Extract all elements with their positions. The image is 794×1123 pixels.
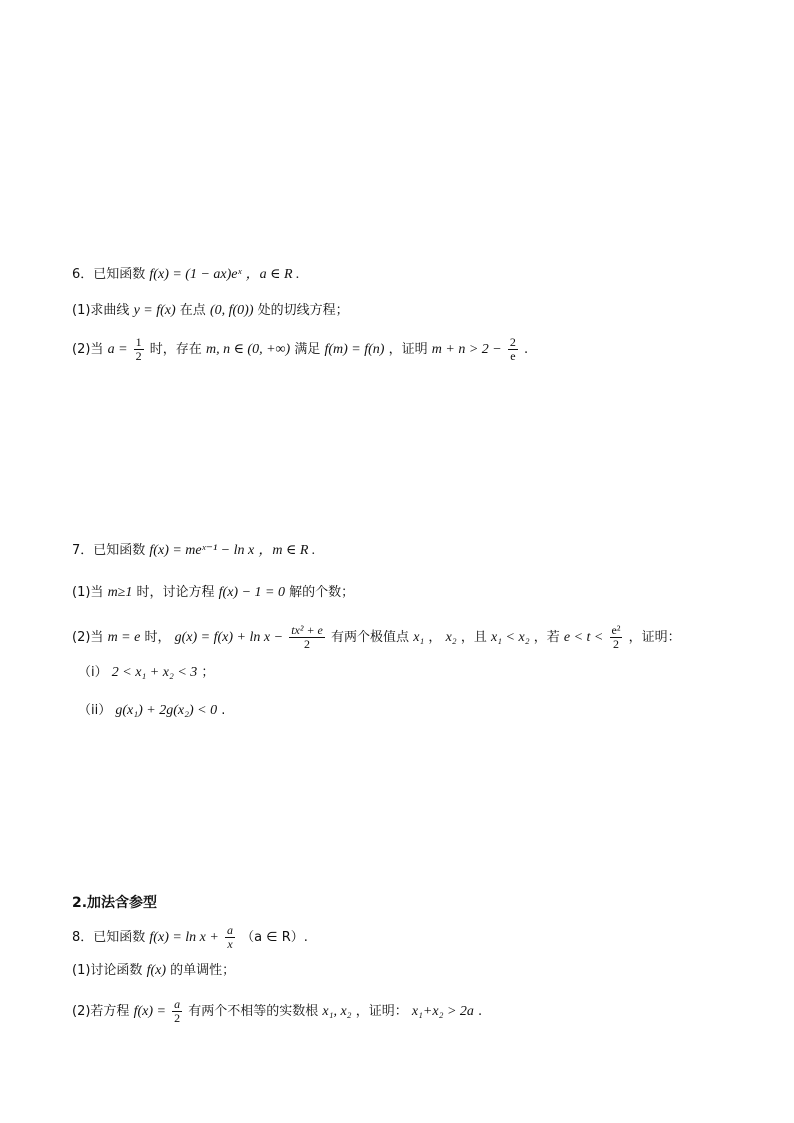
problem-7-question-2: (2)当 m = e 时， g(x) = f(x) + ln x − $\frac{\text{tx² + e}}{2}$ 有两个极值点 x₁ ， x₂ ，且 x₁ < x₂ ，若 e < t < $\frac{\text{e²}}{2}$ ，证明： [72,623,681,651]
problem-6-question-1: (1)求曲线 y = f(x) 在点 (0, f(0)) 处的切线方程； [72,303,349,318]
section-heading: 2.加法含参型 [72,895,158,911]
fraction-two-over-e: $\frac{2}{e}$ [509,335,516,363]
problem-7-intro: 7．已知函数 f(x) = meˣ⁻¹ − ln x ，m ∈ R . [72,543,316,558]
problem-8-intro: 8．已知函数 f(x) = ln x + $\frac{a}{x}$ （a ∈ R）. [72,923,308,951]
fraction-one-half: $\frac{1}{2}$ [135,335,142,363]
problem-6-function: f(x) = (1 − ax)eˣ [149,267,242,282]
fraction-tx2-plus-e-over-2: $\frac{\text{tx² + e}}{2}$ [291,623,323,651]
problem-8-question-2: (2)若方程 f(x) = $\frac{a}{2}$ 有两个不相等的实数根 x₁, x₂ ，证明： x₁+x₂ > 2a . [72,997,483,1025]
fraction-a-over-2: $\frac{a}{2}$ [174,997,181,1025]
fraction-e2-over-2: $\frac{\text{e²}}{2}$ [611,623,621,651]
fraction-a-over-x: $\frac{a}{x}$ [227,923,233,951]
problem-7-subitem-ii: （ii） g(x₁) + 2g(x₂) < 0 . [78,703,226,718]
problem-7-question-1: (1)当 m≥1 时，讨论方程 f(x) − 1 = 0 解的个数； [72,585,355,600]
problem-6-intro: 6．已知函数 f(x) = (1 − ax)eˣ ，a ∈ R . [72,267,300,282]
problem-7-function: f(x) = meˣ⁻¹ − ln x [149,543,255,558]
problem-7-subitem-i: （i） 2 < x₁ + x₂ < 3 ； [78,665,215,680]
problem-8-question-1: (1)讨论函数 f(x) 的单调性； [72,963,236,978]
problem-6-question-2: (2)当 a = $\frac{1}{2}$ 时，存在 m, n ∈ (0, +∞) 满足 f(m) = f(n) ，证明 m + n > 2 − $\frac{2}{e}$ . [72,335,529,363]
